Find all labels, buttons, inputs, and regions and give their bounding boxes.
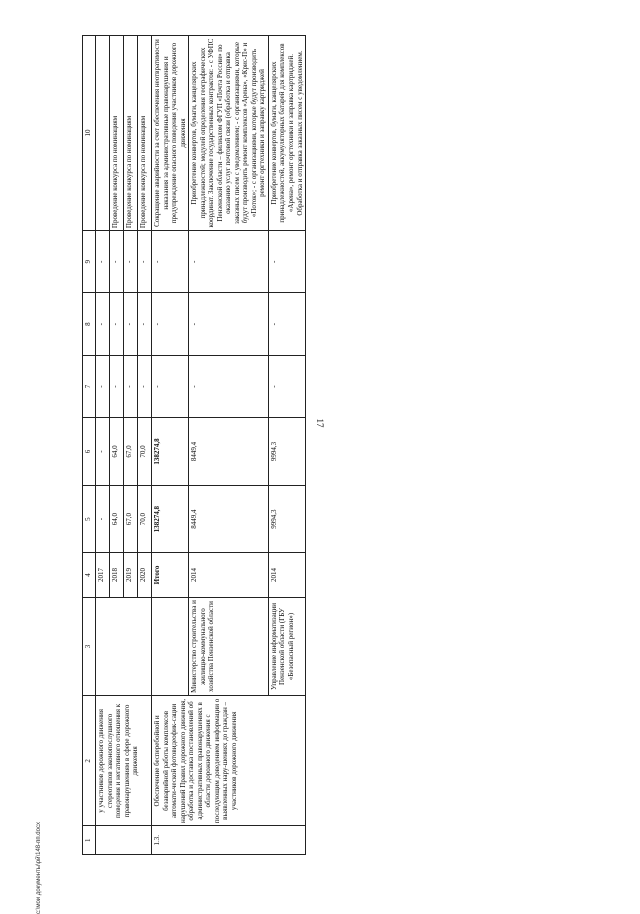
table-row bbox=[96, 36, 110, 855]
cell-value: 67,0 bbox=[124, 418, 138, 486]
cell-value: 8449,4 bbox=[189, 485, 269, 553]
cell-value: 9994,3 bbox=[268, 485, 305, 553]
table-row bbox=[152, 36, 189, 855]
cell-value: - bbox=[124, 293, 138, 355]
cell-value: - bbox=[189, 293, 269, 355]
col-header: 6 bbox=[83, 418, 96, 486]
cell-value: - bbox=[138, 355, 152, 417]
col-header: 3 bbox=[83, 597, 96, 696]
cell-measure: у участников дорожного движения стереотипов законопослушного поведения и негативного отношения к правонарушениям в сфере дорожного движения bbox=[96, 696, 152, 826]
cell-result: Сокращение аварийности за счет обеспечения неотвратимости наказания за административные правонарушения и предупреждение опасного поведения участников дорожного движения bbox=[152, 36, 189, 231]
col-header: 1 bbox=[83, 826, 96, 855]
cell-year: 2014 bbox=[268, 553, 305, 597]
col-header: 7 bbox=[83, 355, 96, 417]
cell-measure: Обеспечение бесперебойной и безаварийной работы комплексов автомати-ческой фотовидеофик-сации нарушений Правил дорожного движения, обработка и доставка постановлений об административных правонарушениях в области дорожного движения с последующим доведением информации о выявленных нару-шениях до граждан – участников дорожного движения bbox=[152, 696, 306, 826]
col-header: 8 bbox=[83, 293, 96, 355]
cell-value: 67,0 bbox=[124, 485, 138, 553]
cell-value: 64,0 bbox=[110, 418, 124, 486]
cell-value: 9994,3 bbox=[268, 418, 305, 486]
cell-result bbox=[96, 36, 110, 231]
cell-result: Проведение конкурса по номинациям bbox=[138, 36, 152, 231]
col-header: 9 bbox=[83, 231, 96, 293]
cell-value: - bbox=[96, 355, 110, 417]
footer-file-path: c:\мои документы\рй\148-пп.docx bbox=[36, 822, 42, 914]
cell-value: 70,0 bbox=[138, 485, 152, 553]
cell-value: - bbox=[96, 418, 110, 486]
cell-value: - bbox=[268, 355, 305, 417]
cell-value: - bbox=[152, 231, 189, 293]
cell-value: - bbox=[189, 355, 269, 417]
cell-result: Приобретение конвертов, бумаги, канцелярских принадлежностей; модулей определения географических координат. Заключение государственных контрактов: - с УФПС Пензенской области – филиалом ФГУП «Почта России» по оказанию услуг почтовой связи (обработка и отправка заказных писем с уведомлением; - с организациями, которые будут производить ремонт комплексов «Арена», «Крис-П» и «Поток»; - с организациями, которые будут производить ремонт оргтехники и заправку картриджей bbox=[189, 36, 269, 231]
cell-value: - bbox=[96, 485, 110, 553]
rotated-table-sheet bbox=[82, 35, 582, 855]
col-header: 2 bbox=[83, 696, 96, 826]
page-number: 17 bbox=[315, 418, 325, 428]
cell-value: 8449,4 bbox=[189, 418, 269, 486]
cell-result: Проведение конкурса по номинациям bbox=[110, 36, 124, 231]
cell-value: - bbox=[189, 231, 269, 293]
cell-year: 2020 bbox=[138, 553, 152, 597]
cell-result: Приобретение конвертов, бумаги, канцелярских принадлежностей, аккумуляторных батарей для комплексов «Арена», ремонт оргтехники и заправка картриджей. Обработка и отправка заказных писем с уведомлением. bbox=[268, 36, 305, 231]
cell-num bbox=[96, 826, 152, 855]
cell-value: - bbox=[268, 293, 305, 355]
col-header: 4 bbox=[83, 553, 96, 597]
program-table bbox=[82, 35, 306, 855]
cell-year: 2019 bbox=[124, 553, 138, 597]
cell-num: 1.3. bbox=[152, 826, 306, 855]
cell-org bbox=[96, 597, 152, 696]
cell-value: - bbox=[268, 231, 305, 293]
col-header: 10 bbox=[83, 36, 96, 231]
cell-value: - bbox=[138, 293, 152, 355]
cell-value: - bbox=[138, 231, 152, 293]
col-header: 5 bbox=[83, 485, 96, 553]
cell-total-label: Итого bbox=[152, 553, 189, 597]
cell-org bbox=[152, 597, 189, 696]
cell-org: Министерство строительства и жилищно-коммунального хозяйства Пензенской области bbox=[189, 597, 269, 696]
cell-value: - bbox=[124, 231, 138, 293]
cell-value: - bbox=[96, 231, 110, 293]
cell-value: - bbox=[110, 293, 124, 355]
cell-value: - bbox=[152, 355, 189, 417]
cell-result: Проведение конкурса по номинациям bbox=[124, 36, 138, 231]
cell-value: 70,0 bbox=[138, 418, 152, 486]
cell-year: 2014 bbox=[189, 553, 269, 597]
cell-value: 138274,8 bbox=[152, 418, 189, 486]
cell-value: - bbox=[152, 293, 189, 355]
cell-value: - bbox=[96, 293, 110, 355]
header-row bbox=[83, 36, 96, 855]
cell-value: 64,0 bbox=[110, 485, 124, 553]
cell-year: 2018 bbox=[110, 553, 124, 597]
cell-value: - bbox=[110, 231, 124, 293]
cell-org: Управление информатизации Пензенской области (ГБУ «Безопасный регион») bbox=[268, 597, 305, 696]
cell-value: - bbox=[124, 355, 138, 417]
cell-year: 2017 bbox=[96, 553, 110, 597]
cell-value: - bbox=[110, 355, 124, 417]
cell-value: 138274,8 bbox=[152, 485, 189, 553]
